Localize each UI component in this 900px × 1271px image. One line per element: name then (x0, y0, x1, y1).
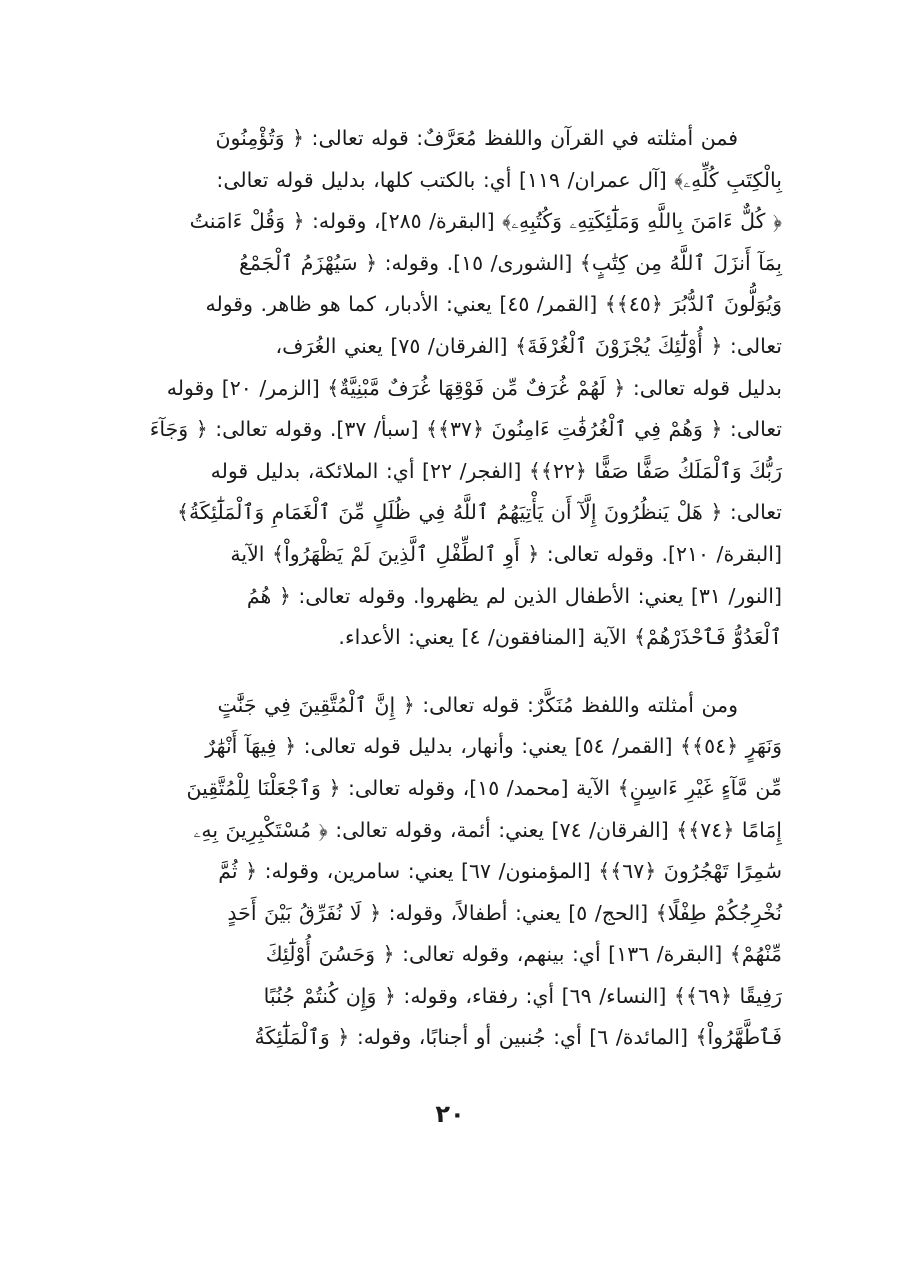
text-line: ومن أمثلته واللفظ مُنَكَّرٌ: قوله تعالى: ﴿ إِنَّ ٱلْمُتَّقِينَ فِي جَنَّٰتٍ (217, 692, 738, 717)
text-line: نُخْرِجُكُمْ طِفْلًا﴾ [الحج/ ٥] يعني: أطفالاً، وقوله: ﴿ لَا نُفَرِّقُ بَيْنَ أَحَدٍ (227, 900, 782, 925)
text-line: سَٰمِرًا تَهْجُرُونَ ﴿٦٧﴾﴾ [المؤمنون/ ٦٧] يعني: سامرين، وقوله: ﴿ ثُمَّ (218, 859, 782, 884)
text-line: وَنَهَرٍ ﴿٥٤﴾﴾ [القمر/ ٥٤] يعني: وأنهار، بدليل قوله تعالى: ﴿ فِيهَآ أَنْهَٰرٌ (205, 734, 782, 759)
text-line: تعالى: ﴿ أُوْلَٰٓئِكَ يُجْزَوْنَ ٱلْغُرْفَةَ﴾ [الفرقان/ ٧٥] يعني الغُرَف، (275, 333, 782, 358)
text-line: تعالى: ﴿ وَهُمْ فِي ٱلْغُرُفَٰتِ ءَامِنُونَ ﴿٣٧﴾﴾ [سبأ/ ٣٧]. وقوله تعالى: ﴿ وَجَآءَ (149, 417, 782, 442)
paragraph-gap (118, 659, 782, 685)
text-line: مِّن مَّآءٍ غَيْرِ ءَاسِنٍ﴾ الآية [محمد/ ١٥]، وقوله تعالى: ﴿ وَٱجْعَلْنَا لِلْمُتَّقِينَ (186, 775, 782, 800)
text-line: إِمَامًا ﴿٧٤﴾﴾ [الفرقان/ ٧٤] يعني: أئمة، وقوله تعالى: ﴿ مُسْتَكْبِرِينَ بِهِۦ (193, 817, 782, 842)
text-line: بِمَآ أَنزَلَ ٱللَّهُ مِن كِتَٰبٍ﴾ [الشورى/ ١٥]. وقوله: ﴿ سَيُهْزَمُ ٱلْجَمْعُ (238, 250, 782, 275)
text-line: رَفِيقًا ﴿٦٩﴾﴾ [النساء/ ٦٩] أي: رفقاء، وقوله: ﴿ وَإِن كُنتُمْ جُنُبًا (263, 983, 782, 1008)
text-line: بدليل قوله تعالى: ﴿ لَهُمْ غُرَفٌ مِّن فَوْقِهَا غُرَفٌ مَّبْنِيَّةٌ﴾ [الزمر/ ٢٠] وقوله (166, 375, 782, 400)
text-line: بِالْكِتَبِ كُلِّهِۦ﴾ [آل عمران/ ١١٩] أي: بالكتب كلها، بدليل قوله تعالى: (216, 167, 782, 192)
text-line: وَيُوَلُّونَ ٱلدُّبُرَ ﴿٤٥﴾﴾ [القمر/ ٤٥] يعني: الأدبار، كما هو ظاهر. وقوله (205, 292, 782, 317)
page-number: ٢٠ (435, 1100, 465, 1128)
text-line: فمن أمثلته في القرآن واللفظ مُعَرَّفٌ: قوله تعالى: ﴿ وَتُؤْمِنُونَ (215, 126, 738, 150)
paragraph-definite-examples (118, 118, 782, 659)
text-line: [النور/ ٣١] يعني: الأطفال الذين لم يظهروا. وقوله تعالى: ﴿ هُمُ (246, 583, 782, 608)
text-line: رَبُّكَ وَٱلْمَلَكُ صَفًّا صَفًّا ﴿٢٢﴾﴾ [الفجر/ ٢٢] أي: الملائكة، بدليل قوله (210, 458, 782, 483)
text-line: فَٱطَّهَّرُواْ﴾ [المائدة/ ٦] أي: جُنبين أو أجنابًا، وقوله: ﴿ وَٱلْمَلَٰٓئِكَةُ (254, 1025, 782, 1050)
text-line: [البقرة/ ٢١٠]. وقوله تعالى: ﴿ أَوِ ٱلطِّفْلِ ٱلَّذِينَ لَمْ يَظْهَرُواْ﴾ الآية (230, 541, 782, 566)
text-line: تعالى: ﴿ هَلْ يَنظُرُونَ إِلَّآ أَن يَأْتِيَهُمُ ٱللَّهُ فِي ظُلَلٍ مِّنَ ٱلْغَمَامِ وَٱلْمَلَٰٓئِكَةُ﴾ (176, 500, 782, 525)
text-line: ٱلْعَدُوُّ فَٱحْذَرْهُمْ﴾ الآية [المنافقون/ ٤] يعني: الأعداء. (338, 625, 782, 650)
page-body (118, 118, 782, 1218)
paragraph-indefinite-examples (118, 685, 782, 1059)
text-line: مِّنْهُمْ﴾ [البقرة/ ١٣٦] أي: بينهم، وقوله تعالى: ﴿ وَحَسُنَ أُوْلَٰٓئِكَ (265, 942, 782, 967)
text-line: ﴿ كُلٌّ ءَامَنَ بِاللَّهِ وَمَلَٰٓئِكَتِهِۦ وَكُتُبِهِۦ﴾ [البقرة/ ٢٨٥]، وقوله: ﴿ وَقُلْ ءَامَنتُ (189, 209, 782, 234)
